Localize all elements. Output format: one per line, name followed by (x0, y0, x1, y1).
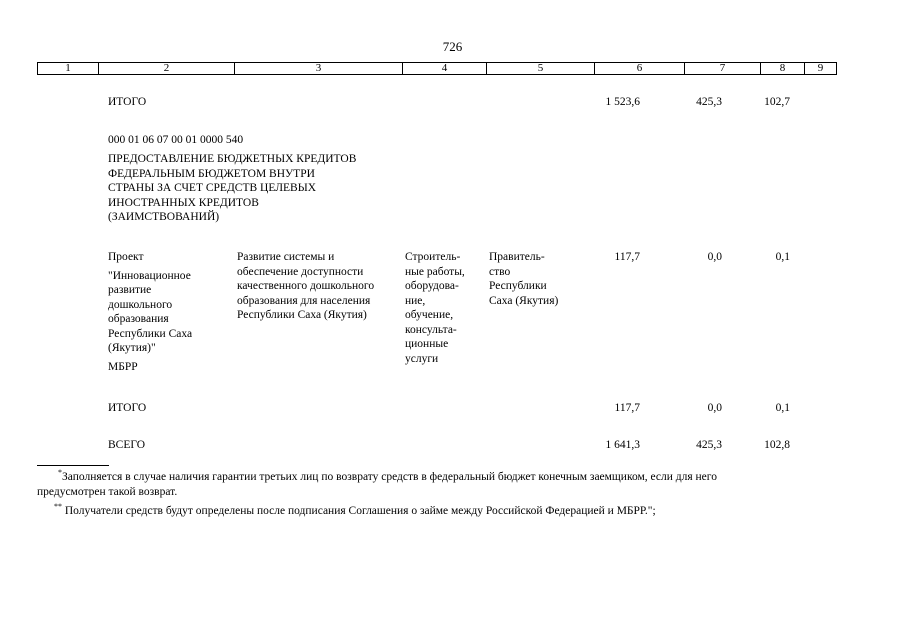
grand-total-col6: 1 641,3 (605, 439, 640, 451)
column-number-2: 2 (98, 63, 234, 74)
grand-total-col8: 102,8 (764, 439, 790, 451)
row-col8: 0,1 (775, 251, 790, 263)
works-line: Строитель- (405, 251, 461, 263)
goal-line: обеспечение доступности (237, 265, 364, 278)
goal-cell (237, 250, 374, 323)
section2-total-col8: 0,1 (775, 402, 790, 414)
project-name-line: (Якутия)" (108, 342, 156, 354)
works-line: обучение, (405, 309, 454, 321)
project-name-line: "Инновационное (108, 269, 191, 282)
column-number-6: 6 (594, 63, 684, 74)
grand-total-col7: 425,3 (696, 439, 722, 451)
section2-total-label: ИТОГО (108, 402, 147, 414)
section1-total-col6: 1 523,6 (605, 96, 640, 108)
row-col6: 117,7 (614, 251, 640, 263)
footnote-1-mark: * (58, 468, 62, 478)
page-number: 726 (442, 39, 463, 54)
column-number-row (37, 62, 837, 75)
column-number-1: 1 (65, 62, 71, 74)
project-label: Проект (108, 251, 144, 263)
recipient-line: Правитель- (489, 251, 545, 263)
works-line: услуги (405, 352, 439, 365)
footnote-1-line1: Заполняется в случае наличия гарантии третьих лиц по возврату средств в федеральный бюджет конечным заемщиком, если для него (62, 471, 717, 483)
footnote-1-line2: предусмотрен такой возврат. (37, 486, 178, 498)
section1-total-label: ИТОГО (108, 96, 147, 108)
section-heading (108, 152, 356, 225)
footnote-separator (37, 465, 109, 466)
heading-line: ПРЕДОСТАВЛЕНИЕ БЮДЖЕТНЫХ КРЕДИТОВ (108, 153, 357, 165)
goal-line: качественного дошкольного (237, 280, 375, 292)
heading-line: СТРАНЫ ЗА СЧЕТ СРЕДСТВ ЦЕЛЕВЫХ (108, 182, 317, 194)
lender-name: МБРР (108, 360, 138, 373)
goal-line: образования для населения (237, 294, 371, 307)
footnote-2-mark: ** (54, 502, 62, 512)
grand-total-label: ВСЕГО (108, 439, 146, 451)
footnote-2-text: Получатели средств будут определены после подписания Соглашения о займе между Российской Федерацией и МБРР."; (64, 505, 656, 517)
section2-total-col6: 117,7 (614, 402, 640, 414)
budget-code: 000 01 06 07 00 01 0000 540 (108, 134, 244, 146)
heading-line: (ЗАИМСТВОВАНИЙ) (108, 211, 220, 223)
recipient-line: ство (489, 265, 511, 278)
heading-line: ИНОСТРАННЫХ КРЕДИТОВ (108, 196, 259, 209)
recipient-line: Саха (Якутия) (489, 294, 559, 307)
recipient-cell (489, 250, 558, 308)
footnote-1 (58, 470, 717, 485)
project-name-line: образования (108, 313, 169, 325)
column-number-9: 9 (804, 63, 836, 74)
works-line: оборудова- (405, 280, 459, 292)
column-number-3: 3 (234, 63, 402, 74)
project-name-line: развитие (108, 284, 152, 296)
project-name-line: Республики Саха (108, 327, 193, 340)
column-number-8: 8 (760, 63, 804, 74)
goal-line: Республики Саха (Якутия) (237, 309, 367, 321)
row-col7: 0,0 (707, 251, 722, 263)
works-cell (405, 250, 465, 366)
works-line: ные работы, (405, 265, 465, 278)
section1-total-col8: 102,7 (764, 96, 790, 108)
goal-line: Развитие системы и (237, 251, 335, 263)
recipient-line: Республики (489, 280, 547, 292)
project-cell (108, 250, 192, 374)
works-line: ционные (405, 338, 449, 350)
footnote-2 (54, 504, 656, 519)
project-name-line: дошкольного (108, 298, 173, 311)
column-number-4: 4 (402, 63, 486, 74)
section2-total-col7: 0,0 (707, 402, 722, 414)
works-line: ние, (405, 294, 426, 307)
section1-total-col7: 425,3 (696, 96, 722, 108)
column-number-7: 7 (684, 63, 760, 74)
works-line: консульта- (405, 323, 457, 336)
column-number-5: 5 (486, 63, 594, 74)
heading-line: ФЕДЕРАЛЬНЫМ БЮДЖЕТОМ ВНУТРИ (108, 167, 315, 180)
